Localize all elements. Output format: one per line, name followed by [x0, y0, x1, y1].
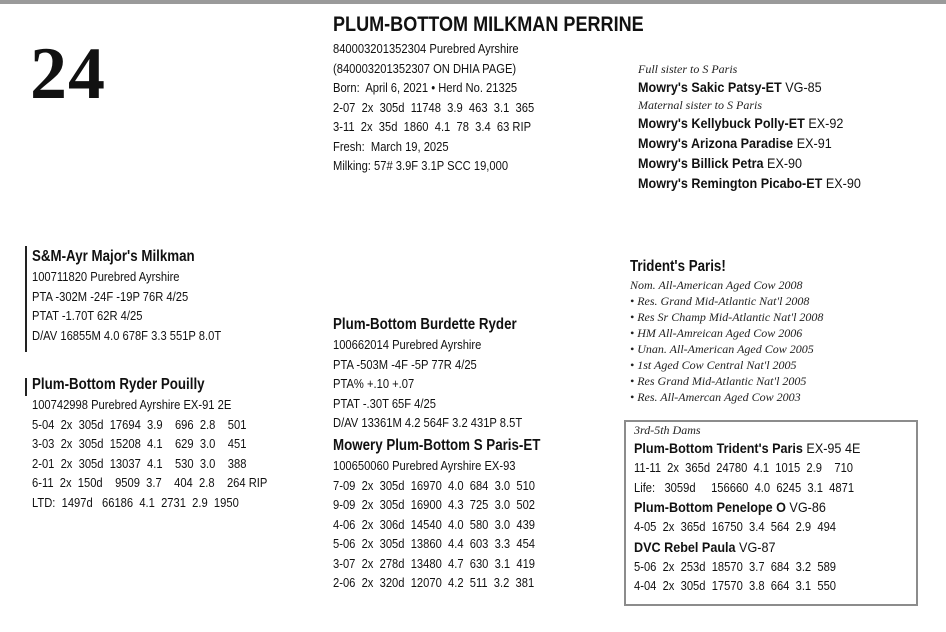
subject-line: Fresh: March 19, 2025 [333, 138, 449, 154]
honor-item: • 1st Aged Cow Central Nat'l 2005 [630, 358, 797, 372]
dam3-line: Life: 3059d 156660 4.0 6245 3.1 4871 [634, 479, 855, 495]
relative-note: Full sister to S Paris [638, 62, 738, 76]
dam-sire-line: D/AV 13361M 4.2 564F 3.2 431P 8.5T [333, 415, 523, 430]
sire-block [32, 246, 252, 345]
sire-dam-line: 100742998 Purebred Ayrshire EX-91 2E [32, 397, 232, 412]
sire-line: PTAT -1.70T 62R 4/25 [32, 308, 143, 323]
dam4-name: Plum-Bottom Penelope O [634, 499, 786, 515]
subject-line: Born: April 6, 2021 • Herd No. 21325 [333, 80, 518, 95]
dam-line: 5-06 2x 305d 13860 4.4 603 3.3 454 [333, 536, 536, 551]
relative-note: Maternal sister to S Paris [638, 98, 763, 112]
dam-sire-line: 100662014 Purebred Ayrshire [333, 337, 482, 352]
subject-line: 3-11 2x 35d 1860 4.1 78 3.4 63 RIP [333, 119, 532, 134]
subject-name: PLUM-BOTTOM MILKMAN PERRINE [333, 13, 644, 36]
sire-bracket [25, 246, 27, 352]
subject-line: 2-07 2x 305d 11748 3.9 463 3.1 365 [333, 99, 535, 115]
sire-dam-name: Plum-Bottom Ryder Pouilly [32, 376, 205, 393]
relative-score: EX-90 [822, 175, 861, 191]
honor-item: • Res Grand Mid-Atlantic Nat'l 2005 [630, 374, 807, 388]
dam-line: 100650060 Purebred Ayrshire EX-93 [333, 458, 516, 473]
dam-line: 3-07 2x 278d 13480 4.7 630 3.1 419 [333, 555, 536, 571]
relative-score: EX-92 [804, 115, 844, 131]
dam-line: 4-06 2x 306d 14540 4.0 580 3.0 439 [333, 516, 536, 532]
relative-name: Mowry's Arizona Paradise [638, 135, 794, 151]
dams-box-content [634, 422, 890, 596]
sire-name: S&M-Ayr Major's Milkman [32, 248, 195, 265]
dam-line: 2-06 2x 320d 12070 4.2 511 3.2 381 [333, 575, 535, 590]
sire-dam-line: 6-11 2x 150d 9509 3.7 404 2.8 264 RIP [32, 475, 268, 490]
granddam-sire-block [630, 256, 823, 405]
dam-block [333, 435, 574, 593]
sire-dam-line: 3-03 2x 305d 15208 4.1 629 3.0 451 [32, 436, 247, 451]
dams-box-heading: 3rd-5th Dams [634, 423, 701, 437]
dam3-name: Plum-Bottom Trident's Paris [634, 440, 803, 456]
sire-dam-line: 2-01 2x 305d 13037 4.1 530 3.0 388 [32, 455, 247, 471]
sire-line: 100711820 Purebred Ayrshire [32, 269, 180, 284]
dam-line: 7-09 2x 305d 16970 4.0 684 3.0 510 [333, 477, 536, 493]
sire-line: D/AV 16855M 4.0 678F 3.3 551P 8.0T [32, 327, 222, 343]
relative-score: EX-90 [763, 155, 803, 171]
dam3-line: 11-11 2x 365d 24780 4.1 1015 2.9 710 [634, 460, 854, 475]
dam5-entry [634, 537, 864, 557]
honor-item: • Res. Grand Mid-Atlantic Nat'l 2008 [630, 294, 810, 308]
dam-line: 9-09 2x 305d 16900 4.3 725 3.0 502 [333, 497, 536, 512]
relative-entry [638, 77, 861, 97]
dam5-name: DVC Rebel Paula [634, 538, 736, 555]
subject-line: Milking: 57# 3.9F 3.1P SCC 19,000 [333, 158, 509, 173]
relative-score: EX-91 [793, 135, 832, 151]
relatives-block [638, 61, 886, 193]
honor-item: Nom. All-American Aged Cow 2008 [630, 278, 803, 292]
subject-line: (840003201352307 ON DHIA PAGE) [333, 60, 517, 76]
relative-entry [638, 133, 861, 153]
honor-item: • Unan. All-American Aged Cow 2005 [630, 342, 814, 356]
lot-number: 24 [30, 33, 106, 115]
relative-name: Mowry's Sakic Patsy-ET [638, 79, 782, 95]
sire-dam-block [32, 374, 306, 512]
top-rule [0, 0, 946, 4]
relative-score: VG-85 [781, 79, 822, 95]
sire-dam-line: 5-04 2x 305d 17694 3.9 696 2.8 501 [32, 416, 247, 432]
relative-entry [638, 113, 861, 133]
dam3-entry [634, 438, 864, 458]
honor-item: • Res Sr Champ Mid-Atlantic Nat'l 2008 [630, 310, 824, 324]
sire-dam-bracket [25, 378, 27, 396]
relative-name: Mowry's Remington Picabo-ET [638, 175, 823, 191]
dam4-entry [634, 497, 864, 517]
dam5-line: 5-06 2x 253d 18570 3.7 684 3.2 589 [634, 558, 837, 574]
dam-sire-name: Plum-Bottom Burdette Ryder [333, 316, 517, 333]
relative-name: Mowry's Billick Petra [638, 155, 764, 171]
dam-sire-line: PTAT -.30T 65F 4/25 [333, 395, 436, 411]
relative-name: Mowry's Kellybuck Polly-ET [638, 115, 805, 131]
dam-sire-line: PTA -503M -4F -5P 77R 4/25 [333, 356, 477, 372]
dam3-score: EX-95 4E [802, 440, 861, 456]
dam-sire-block [333, 314, 553, 433]
honor-item: • HM All-Amreican Aged Cow 2006 [630, 326, 803, 340]
sire-line: PTA -302M -24F -19P 76R 4/25 [32, 288, 189, 304]
dam4-line: 4-05 2x 365d 16750 3.4 564 2.9 494 [634, 519, 837, 534]
dam-name: Mowery Plum-Bottom S Paris-ET [333, 437, 541, 454]
relative-entry [638, 153, 861, 173]
dam-sire-line: PTA% +.10 +.07 [333, 376, 415, 391]
sire-dam-line: LTD: 1497d 66186 4.1 2731 2.9 1950 [32, 494, 239, 510]
dam4-score: VG-86 [785, 499, 826, 515]
dam5-score: VG-87 [735, 538, 776, 555]
subject-line: 840003201352304 Purebred Ayrshire [333, 41, 519, 56]
granddam-sire-name: Trident's Paris! [630, 258, 726, 275]
dam5-line: 4-04 2x 305d 17570 3.8 664 3.1 550 [634, 578, 837, 593]
relative-entry [638, 173, 861, 193]
honor-item: • Res. All-Amercan Aged Cow 2003 [630, 390, 801, 404]
